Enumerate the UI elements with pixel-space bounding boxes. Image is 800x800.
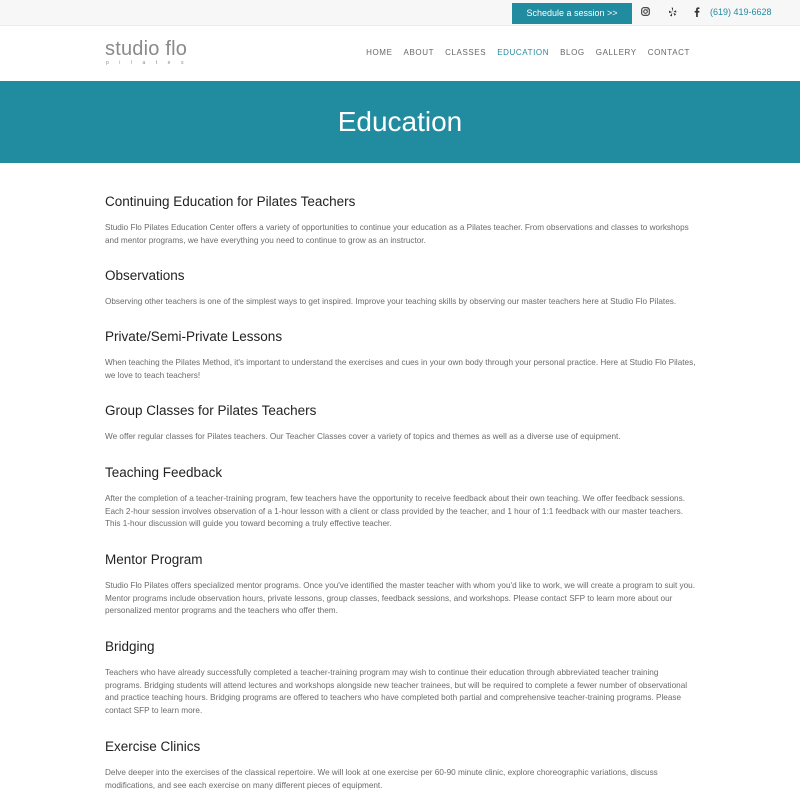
section-body: Studio Flo Pilates Education Center offers a variety of opportunities to continue your education as a Pilates teacher. From observations and classes to workshops and mentor programs, we have everything you need to continue to grow as an instructor. bbox=[105, 223, 689, 245]
yelp-icon[interactable] bbox=[665, 6, 679, 20]
section-heading: Exercise Clinics bbox=[105, 739, 201, 754]
section-observations bbox=[105, 268, 697, 309]
section-teaching-feedback bbox=[105, 465, 697, 531]
section-continuing-education bbox=[105, 194, 697, 247]
page-hero bbox=[0, 81, 800, 163]
section-group-classes bbox=[105, 403, 697, 444]
section-heading: Mentor Program bbox=[105, 552, 203, 567]
section-body: Delve deeper into the exercises of the classical repertoire. We will look at one exercise per 60-90 minute clinic, explore choreographic variations, discuss modifications, and see each exercise on many different pieces of equipment. bbox=[105, 768, 658, 790]
nav-gallery[interactable]: GALLERY bbox=[595, 48, 637, 57]
section-body: After the completion of a teacher-training program, few teachers have the opportunity to receive feedback about their own teaching. We offer feedback sessions. Each 2-hour session involves observation of a 1-hour lesson with a client or class provided by the teacher, and 1 hour of 1:1 feedback with our master teachers. This 1-hour discussion will guide you toward becoming a truly effective teacher. bbox=[105, 494, 685, 529]
section-heading: Private/Semi-Private Lessons bbox=[105, 329, 283, 344]
nav-home[interactable]: HOME bbox=[366, 48, 393, 57]
section-heading: Continuing Education for Pilates Teachers bbox=[105, 194, 356, 209]
logo-text bbox=[105, 39, 205, 59]
facebook-icon[interactable] bbox=[690, 6, 704, 20]
logo-wordmark: studio flo bbox=[105, 38, 188, 60]
logo-subtitle: pilates bbox=[106, 60, 194, 66]
nav-contact[interactable]: CONTACT bbox=[647, 48, 690, 57]
section-body: Studio Flo Pilates offers specialized mentor programs. Once you've identified the master teacher with whom you'd like to work, we will create a program to suit you. Mentor programs include observation hours, private lessons, group classes, feedback sessions, and workshops. Please contact SFP to learn more about our personalized mentor programs and the teachers who offer them. bbox=[105, 581, 696, 616]
main-nav bbox=[366, 48, 690, 57]
nav-education[interactable]: EDUCATION bbox=[497, 48, 550, 57]
studio-flo-logo[interactable] bbox=[105, 39, 205, 69]
section-body: Teachers who have already successfully completed a teacher-training program may wish to continue their education through abbreviated teacher training programs. Bridging students will attend lectures and workshops alongside new teacher trainees, but will be required to complete a fewer number of observational and practice teaching hours. Bridging programs are offered to teachers who have completed both partial and comprehensive teacher-training programs. Please contact SFP to learn more. bbox=[105, 668, 688, 715]
phone-link[interactable]: (619) 419-6628 bbox=[710, 7, 772, 17]
section-body: Observing other teachers is one of the simplest ways to get inspired. Improve your teaching skills by observing our master teachers here at Studio Flo Pilates. bbox=[105, 297, 677, 306]
section-mentor-program bbox=[105, 552, 697, 618]
section-heading: Teaching Feedback bbox=[105, 465, 223, 480]
section-body: When teaching the Pilates Method, it's important to understand the exercises and cues in your own body through your personal practice. Here at Studio Flo Pilates, we love to teach teachers! bbox=[105, 358, 696, 380]
nav-blog[interactable]: BLOG bbox=[560, 48, 585, 57]
nav-classes[interactable]: CLASSES bbox=[445, 48, 487, 57]
nav-about[interactable]: ABOUT bbox=[403, 48, 435, 57]
section-bridging bbox=[105, 639, 697, 717]
section-private-lessons bbox=[105, 329, 697, 382]
section-heading: Group Classes for Pilates Teachers bbox=[105, 403, 317, 418]
page-title: Education bbox=[337, 106, 463, 137]
section-body: We offer regular classes for Pilates teachers. Our Teacher Classes cover a variety of topics and themes as well as a diverse use of equipment. bbox=[105, 432, 621, 441]
section-exercise-clinics bbox=[105, 739, 697, 792]
instagram-icon[interactable] bbox=[638, 6, 652, 20]
schedule-session-button[interactable]: Schedule a session >> bbox=[512, 3, 632, 24]
section-heading: Bridging bbox=[105, 639, 155, 654]
site-header bbox=[0, 27, 800, 81]
top-bar bbox=[0, 0, 800, 26]
section-heading: Observations bbox=[105, 268, 185, 283]
